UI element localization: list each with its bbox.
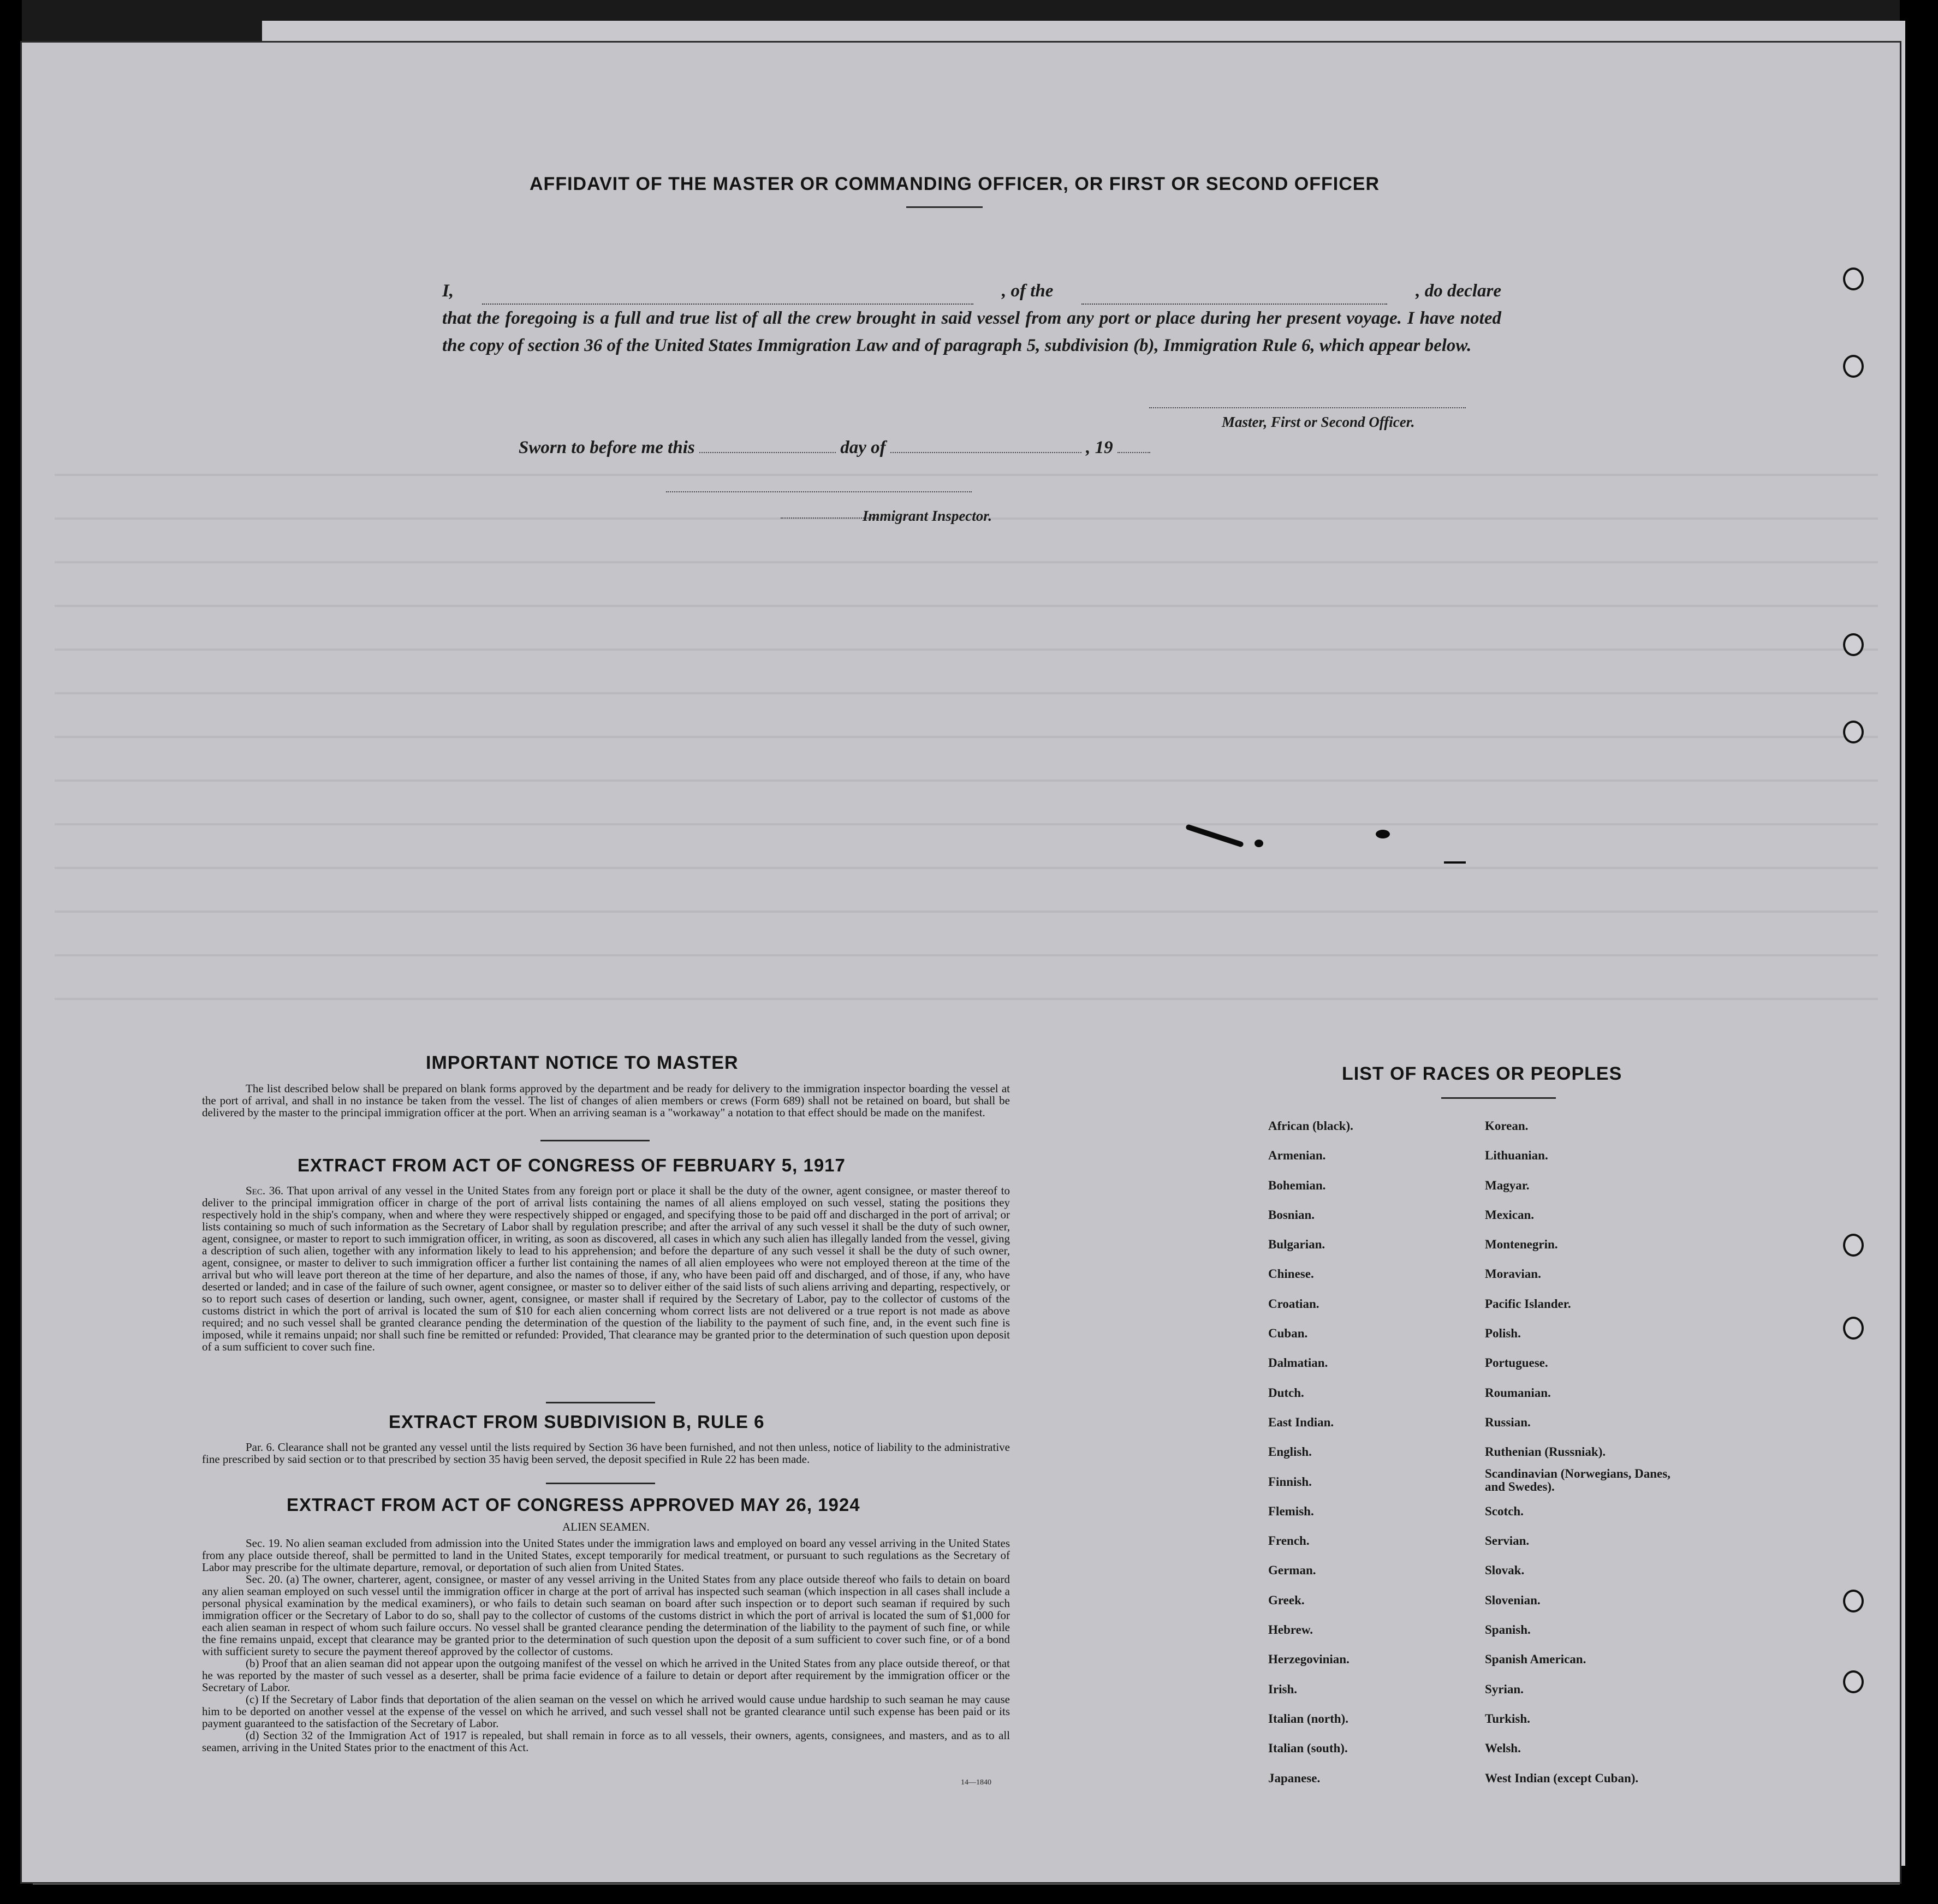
divider bbox=[546, 1483, 655, 1484]
punch-hole bbox=[1843, 721, 1864, 743]
race-item: West Indian (except Cuban). bbox=[1485, 1771, 1639, 1785]
bleed-through-row bbox=[55, 780, 1878, 782]
divider bbox=[906, 206, 983, 208]
year-blank[interactable] bbox=[1117, 436, 1150, 453]
sworn-text: Sworn to before me this bbox=[519, 438, 695, 457]
race-item: Dalmatian. bbox=[1268, 1356, 1328, 1370]
race-item: Polish. bbox=[1485, 1326, 1521, 1341]
affidavit-declaration bbox=[442, 277, 1501, 359]
declaration-i: I, bbox=[442, 281, 454, 301]
race-item: Bosnian. bbox=[1268, 1207, 1315, 1222]
notice-paragraph: The list described below shall be prepared on blank forms approved by the department and be ready for delivery to the immigration inspector boarding the vessel at the port of arrival, and shall in no instance be taken from the vessel. The list of changes of alien members or crews (Form 689) shall not be retained on board, but shall be delivered by the master to the principal immigration officer at the port. When an arriving seaman is a "workaway" a notation to that effect should be made on the manifest. bbox=[202, 1082, 1010, 1119]
ink-blot bbox=[1444, 861, 1466, 864]
sworn-year: , 19 bbox=[1086, 438, 1113, 457]
bleed-through-row bbox=[55, 867, 1878, 869]
divider bbox=[546, 1402, 655, 1403]
race-item: French. bbox=[1268, 1534, 1310, 1548]
race-item: Pacific Islander. bbox=[1485, 1296, 1571, 1311]
race-item: Japanese. bbox=[1268, 1771, 1321, 1785]
section-20b-paragraph: (b) Proof that an alien seaman did not appear upon the outgoing manifest of the vessel on which he arrived in the United States from any place outside thereof, or that he was reported by the master of such vessel as a deserter, shall be prima facie evidence of a failure to detain or deport after requirement by the immigration officer or the Secretary of Labor. bbox=[202, 1657, 1010, 1694]
notice-title: IMPORTANT NOTICE TO MASTER bbox=[426, 1052, 739, 1073]
signature-line[interactable] bbox=[1149, 407, 1466, 408]
notice-text bbox=[202, 1082, 1010, 1118]
rule6-title: EXTRACT FROM SUBDIVISION B, RULE 6 bbox=[389, 1412, 765, 1432]
race-item: Herzegovinian. bbox=[1268, 1652, 1350, 1667]
race-item: Scandinavian (Norwegians, Danes, and Swedes). bbox=[1485, 1466, 1671, 1494]
divider bbox=[1441, 1097, 1556, 1099]
extract-1917-title: EXTRACT FROM ACT OF CONGRESS OF FEBRUARY 5, 1917 bbox=[298, 1155, 846, 1175]
punch-hole bbox=[1843, 355, 1864, 378]
alien-seamen-subtitle: ALIEN SEAMEN. bbox=[562, 1520, 650, 1533]
race-item: Hebrew. bbox=[1268, 1623, 1313, 1637]
rule6-text bbox=[202, 1441, 1010, 1465]
divider bbox=[540, 1140, 650, 1141]
section-20a-paragraph: Sec. 20. (a) The owner, charterer, agent, consignee, or master of any vessel arriving in the United States from any place outside thereof who fails to detain on board any alien seaman employed on such vessel until the immigration officer in charge at the port of arrival has inspected such seaman (which inspection in all cases shall include a personal physical examination by the medical examiners), or who fails to detain such seaman on board after such inspection or to deport such seaman if required by such immigration officer or the Secretary of Labor to do so, shall pay to the collector of customs of the customs district in which the port of arrival is located the sum of $1,000 for each alien seaman in respect of whom such failure occurs. No vessel shall be granted clearance pending the determination of the liability to the payment of such fine, or while the fine remains unpaid, except that clearance may be granted prior to the determination of such question upon the deposit of a sum sufficient to cover such fine, or of a bond with sufficient surety to secure the payment thereof approved by the collector of customs. bbox=[202, 1573, 1010, 1658]
race-item: Italian (north). bbox=[1268, 1711, 1348, 1725]
rule6-paragraph: Par. 6. Clearance shall not be granted any vessel until the lists required by Section 36 have been furnished, and not then unless, notice of liability to the administrative fine prescribed by said section or to that prescribed by section 35 havig been served, the deposit specified in Rule 22 has been made. bbox=[202, 1441, 1010, 1466]
race-item: Portuguese. bbox=[1485, 1356, 1548, 1370]
bleed-through-row bbox=[55, 561, 1878, 563]
race-item: Dutch. bbox=[1268, 1385, 1304, 1400]
race-item: Flemish. bbox=[1268, 1504, 1314, 1518]
race-item: Syrian. bbox=[1485, 1682, 1524, 1696]
races-right-column bbox=[1485, 1111, 1692, 1793]
bleed-through-row bbox=[55, 605, 1878, 607]
bleed-through-row bbox=[55, 736, 1878, 738]
bleed-through-row bbox=[55, 998, 1878, 1000]
inspector-label: Immigrant Inspector. bbox=[863, 508, 992, 524]
race-item: Slovenian. bbox=[1485, 1593, 1541, 1607]
race-item: Cuban. bbox=[1268, 1326, 1308, 1341]
bleed-through-row bbox=[55, 911, 1878, 913]
declaration-line bbox=[442, 277, 1501, 305]
punch-hole bbox=[1843, 1590, 1864, 1613]
vessel-blank[interactable] bbox=[1081, 277, 1387, 305]
section-36-text: That upon arrival of any vessel in the United States from any foreign port or place it shall be the duty of the owner, agent consignee, or master thereof to deliver to the principal immigration officer in charge of the port of arrival lists containing the names of all aliens employed on such vessel, stating the positions they respectively hold in the ship's company, when and where they were respectively shipped or engaged, and specifying those to be paid off and discharged in the port of arrival; or lists containing so much of such information as the Secretary of Labor shall by regulation prescribe; and after the arrival of any such vessel it shall be the duty of such owner, agent, consignee, or master to report to such immigration officer, in writing, as soon as discovered, all cases in which any such alien has illegally landed from the vessel, giving a description of such alien, together with any information likely to lead to his apprehension; and before the departure of any such vessel it shall be the duty of such owner, agent, consignee, or master to deliver to such immigration officer a further list containing the names of all alien employees who were not employed thereon at the time of the arrival but who will leave port thereon at the time of her departure, and also the names of those, if any, who have been paid off and discharged, and of those, if any, who have deserted or landed; and in case of the failure of such owner, agent consignee, or master so to deliver either of the said lists of such aliens arriving and departing, respectively, or so to report such cases of desertion or landing, such owner, agent, consignee, or master shall if required by the Secretary of Labor, pay to the collector of customs of the customs district in which the port of arrival is located the sum of $10 for each alien concerning whom correct lists are not delivered or a true report is not made as above required; and no such vessel shall be granted clearance pending the determination of the question of the liability to the payment of such fine, and, in the event such fine is imposed, while it remains unpaid; nor shall such fine be remitted or refunded: Provided, That clearance may be granted prior to the determination of such question upon deposit of a sum sufficient to cover such fine. bbox=[202, 1184, 1010, 1353]
race-item: Bohemian. bbox=[1268, 1178, 1326, 1192]
race-item: Russian. bbox=[1485, 1415, 1531, 1429]
races-left-column bbox=[1268, 1111, 1454, 1793]
bleed-through-row bbox=[55, 692, 1878, 694]
ink-blot bbox=[1376, 830, 1390, 838]
race-item: Finnish. bbox=[1268, 1474, 1312, 1489]
bleed-through-row bbox=[55, 648, 1878, 651]
race-item: Mexican. bbox=[1485, 1207, 1535, 1222]
declaration-declare: , do declare bbox=[1416, 281, 1501, 301]
race-item: Spanish American. bbox=[1485, 1652, 1586, 1667]
race-item: East Indian. bbox=[1268, 1415, 1334, 1429]
declaration-of-the: , of the bbox=[1001, 281, 1054, 301]
race-item: Slovak. bbox=[1485, 1563, 1525, 1578]
race-item: Moravian. bbox=[1485, 1267, 1541, 1281]
sworn-statement bbox=[519, 436, 1150, 458]
race-item: Turkish. bbox=[1485, 1711, 1530, 1725]
race-item: Korean. bbox=[1485, 1119, 1529, 1133]
punch-hole bbox=[1843, 267, 1864, 290]
race-item: Scotch. bbox=[1485, 1504, 1524, 1518]
race-item: Magyar. bbox=[1485, 1178, 1530, 1192]
punch-hole bbox=[1843, 633, 1864, 656]
document-page bbox=[22, 43, 1900, 1882]
extract-1924-title: EXTRACT FROM ACT OF CONGRESS APPROVED MAY 26, 1924 bbox=[287, 1495, 860, 1515]
race-item: Montenegrin. bbox=[1485, 1237, 1558, 1252]
signature-label: Master, First or Second Officer. bbox=[1222, 414, 1415, 430]
sworn-day-of: day of bbox=[840, 438, 886, 457]
races-title: LIST OF RACES OR PEOPLES bbox=[1342, 1063, 1622, 1084]
race-item: Croatian. bbox=[1268, 1296, 1319, 1311]
section-36-label: Sec. 36. bbox=[246, 1184, 284, 1197]
bleed-through-row bbox=[55, 823, 1878, 825]
month-blank[interactable] bbox=[890, 436, 1081, 453]
bleed-through-row bbox=[55, 474, 1878, 476]
day-blank[interactable] bbox=[699, 436, 836, 453]
ink-blot bbox=[1185, 824, 1244, 848]
inspector-signature-line[interactable] bbox=[666, 491, 972, 492]
race-item: Roumanian. bbox=[1485, 1385, 1551, 1400]
race-item: Chinese. bbox=[1268, 1267, 1314, 1281]
name-blank[interactable] bbox=[482, 277, 973, 305]
race-item: Irish. bbox=[1268, 1682, 1298, 1696]
race-item: Ruthenian (Russniak). bbox=[1485, 1445, 1606, 1459]
ink-blot bbox=[1255, 840, 1263, 847]
race-item: Spanish. bbox=[1485, 1623, 1531, 1637]
extract-1924-text bbox=[202, 1537, 1010, 1753]
form-number: 14—1840 bbox=[961, 1778, 991, 1787]
race-item: Italian (south). bbox=[1268, 1741, 1348, 1756]
extract-1917-text bbox=[202, 1185, 1010, 1353]
section-36-paragraph bbox=[202, 1185, 1010, 1353]
affidavit-title: AFFIDAVIT OF THE MASTER OR COMMANDING OFFICER, OR FIRST OR SECOND OFFICER bbox=[530, 174, 1380, 194]
bleed-through-row bbox=[55, 954, 1878, 956]
section-20d-paragraph: (d) Section 32 of the Immigration Act of 1917 is repealed, but shall remain in force as to all vessels, their owners, agents, consignees, and masters, and as to all seamen, arriving in the United States prior to the enactment of this Act. bbox=[202, 1729, 1010, 1754]
declaration-body: that the foregoing is a full and true list of all the crew brought in said vessel from any port or place during her present voyage. I have noted the copy of section 36 of the United States Immigration Law and of paragraph 5, subdivision (b), Immigration Rule 6, which appear below. bbox=[442, 308, 1501, 355]
race-item: Armenian. bbox=[1268, 1149, 1326, 1163]
punch-hole bbox=[1843, 1317, 1864, 1340]
race-item: English. bbox=[1268, 1445, 1312, 1459]
section-20c-paragraph: (c) If the Secretary of Labor finds that deportation of the alien seaman on the vessel on which he arrived would cause undue hardship to such seaman he may cause him to be deported on another vessel at the expense of the vessel on which he arrived, and such vessel shall not be granted clearance until such expense has been paid or its payment guaranteed to the satisfaction of the Secretary of Labor. bbox=[202, 1693, 1010, 1730]
race-item: Welsh. bbox=[1485, 1741, 1521, 1756]
race-item: African (black). bbox=[1268, 1119, 1353, 1133]
section-19-paragraph: Sec. 19. No alien seaman excluded from admission into the United States under the immigration laws and employed on board any vessel arriving in the United States from any place outside thereof, shall be permitted to land in the United States, except temporarily for medical treatment, or pursuant to such regulations as the Secretary of Labor may prescribe for the ultimate departure, removal, or deportation of such alien from United States. bbox=[202, 1537, 1010, 1574]
punch-hole bbox=[1843, 1670, 1864, 1693]
race-item: Lithuanian. bbox=[1485, 1149, 1548, 1163]
race-item: Greek. bbox=[1268, 1593, 1305, 1607]
punch-hole bbox=[1843, 1234, 1864, 1257]
race-item: German. bbox=[1268, 1563, 1316, 1578]
race-item: Bulgarian. bbox=[1268, 1237, 1325, 1252]
race-item: Servian. bbox=[1485, 1534, 1530, 1548]
